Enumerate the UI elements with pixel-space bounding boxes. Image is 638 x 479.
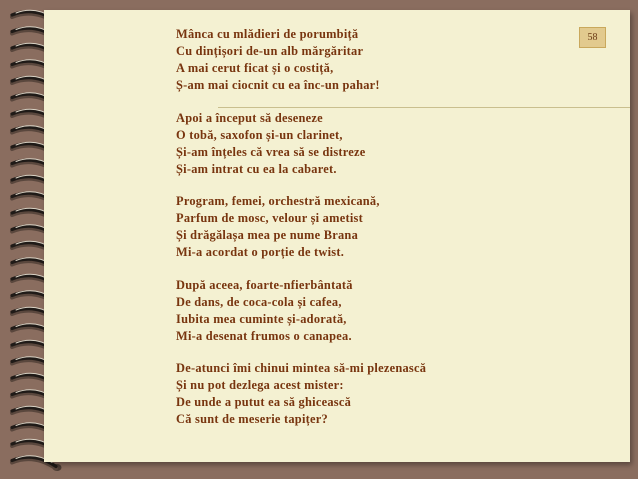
poem-line: Și drăgălașa mea pe nume Brana: [176, 228, 359, 242]
poem-line: Apoi a început să deseneze: [176, 110, 323, 125]
poem-line: Și-am înțeles că vrea să se distreze: [176, 144, 366, 159]
poem: [176, 26, 426, 444]
poem-line: Și-am intrat cu ea la cabaret.: [176, 161, 337, 176]
stanza-2: [176, 110, 426, 178]
stanza-1: [176, 26, 426, 94]
poem-line: De dans, de coca-cola și cafea,: [176, 294, 342, 309]
poem-line: Program, femei, orchestră mexicană,: [176, 194, 380, 208]
poem-line: O tobă, saxofon și-un clarinet,: [176, 127, 343, 142]
poem-line: Parfum de mosc, velour și ametist: [176, 211, 363, 225]
stanza-3: [176, 193, 426, 261]
poem-line: Și nu pot dezlega acest mister:: [176, 378, 344, 392]
poem-line: Cu dințișori de-un alb mărgăritar: [176, 44, 364, 58]
poem-line: De-atunci îmi chinui mintea să-mi plezenască: [176, 361, 427, 375]
poem-line: După aceea, foarte-nfierbântată: [176, 277, 353, 292]
page-number-badge: 58: [579, 27, 606, 48]
poem-line: De unde a putut ea să ghicească: [176, 395, 352, 409]
poem-line: Ș-am mai ciocnit cu ea înc-un pahar!: [176, 78, 380, 92]
poem-line: Că sunt de meserie tapițer?: [176, 412, 328, 426]
stanza-4: [176, 277, 426, 345]
poem-line: Mi-a desenat frumos o canapea.: [176, 328, 352, 343]
poem-line: Mi-a acordat o porție de twist.: [176, 245, 345, 259]
stanza-5: [176, 360, 426, 428]
poem-line: A mai cerut ficat și o costiță,: [176, 61, 334, 75]
poem-line: Mânca cu mlădieri de porumbiță: [176, 27, 359, 41]
poem-line: Iubita mea cuminte și-adorată,: [176, 311, 347, 326]
